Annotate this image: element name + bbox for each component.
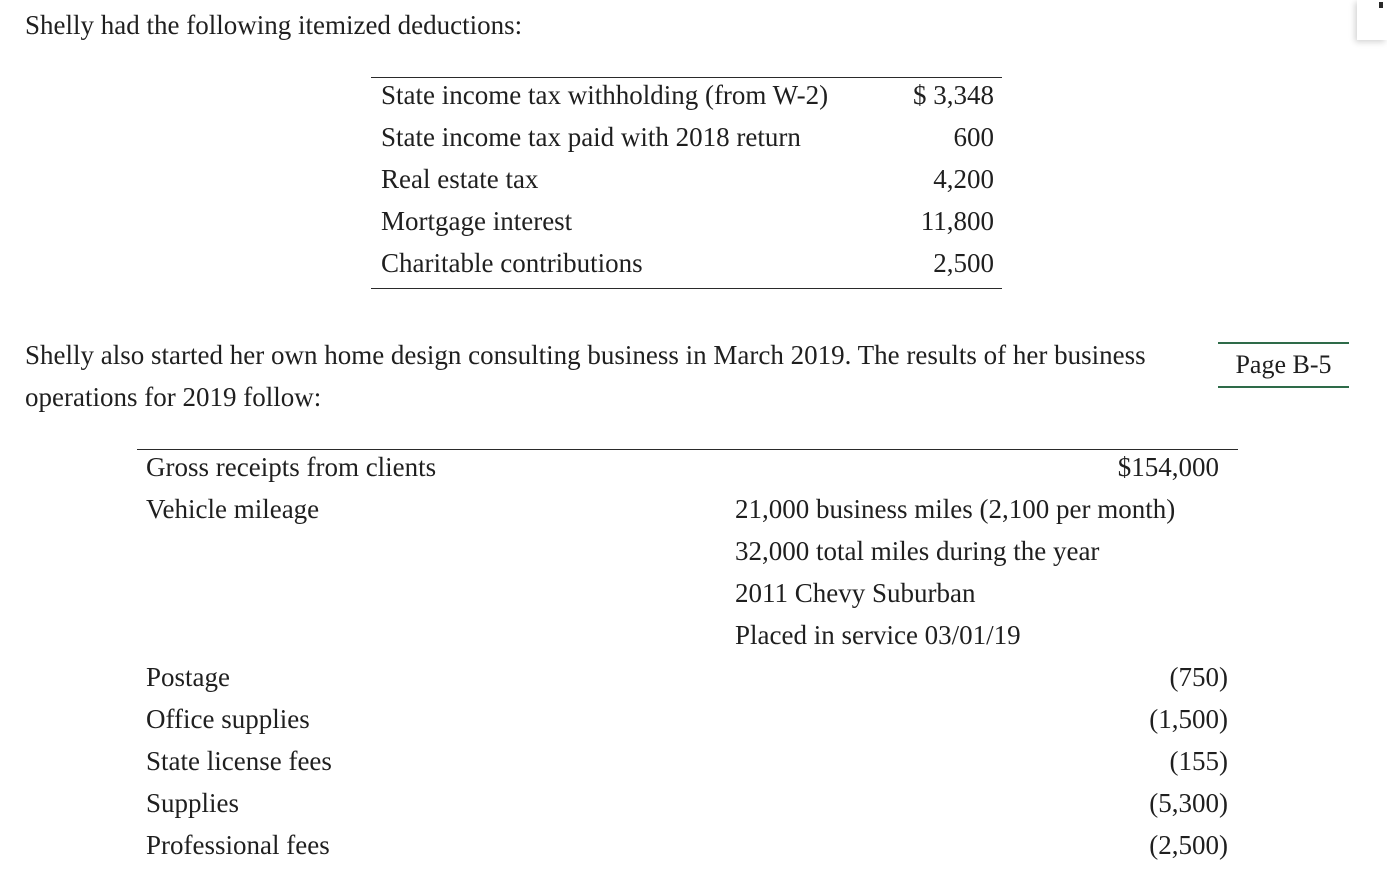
deduction-label: State income tax withholding (from W-2) [381, 80, 829, 110]
expense-value: (1,500) [1149, 704, 1228, 734]
business-paragraph: Shelly also started her own home design consulting business in March 2019. The results of her business operations for 2019 follow: [25, 340, 1146, 412]
deduction-label: State income tax paid with 2018 return [381, 122, 801, 152]
gross-receipts-label: Gross receipts from clients [146, 452, 437, 482]
gross-receipts-value: $154,000 [1117, 452, 1219, 482]
deduction-value: 11,800 [920, 206, 994, 236]
vehicle-detail: 21,000 business miles (2,100 per month) [735, 494, 1176, 524]
deduction-label: Mortgage interest [381, 206, 573, 236]
expense-label: State license fees [146, 746, 332, 776]
page-tag: Page B-5 [1218, 342, 1349, 388]
deduction-value: 4,200 [933, 164, 994, 194]
corner-handle[interactable] [1357, 0, 1387, 40]
vehicle-detail: 32,000 total miles during the year [735, 536, 1100, 566]
expense-label: Postage [146, 662, 230, 692]
handle-mark-icon [1379, 2, 1383, 8]
deduction-label: Charitable contributions [381, 248, 643, 278]
deductions-bottom-rule [371, 288, 1002, 289]
deduction-value: $ 3,348 [913, 80, 994, 110]
vehicle-detail: 2011 Chevy Suburban [735, 578, 976, 608]
expense-value: (5,300) [1149, 788, 1228, 818]
intro-text: Shelly had the following itemized deductions: [25, 10, 523, 40]
expense-label: Office supplies [146, 704, 310, 734]
expense-label: Supplies [146, 788, 240, 818]
deduction-value: 600 [953, 122, 994, 152]
expense-value: (2,500) [1149, 830, 1228, 860]
expense-value: (750) [1169, 662, 1228, 692]
deduction-value: 2,500 [933, 248, 994, 278]
deduction-label: Real estate tax [381, 164, 539, 194]
expense-label: Professional fees [146, 830, 330, 860]
vehicle-mileage-label: Vehicle mileage [146, 494, 320, 524]
expense-value: (155) [1169, 746, 1228, 776]
vehicle-detail: Placed in service 03/01/19 [735, 620, 1021, 650]
